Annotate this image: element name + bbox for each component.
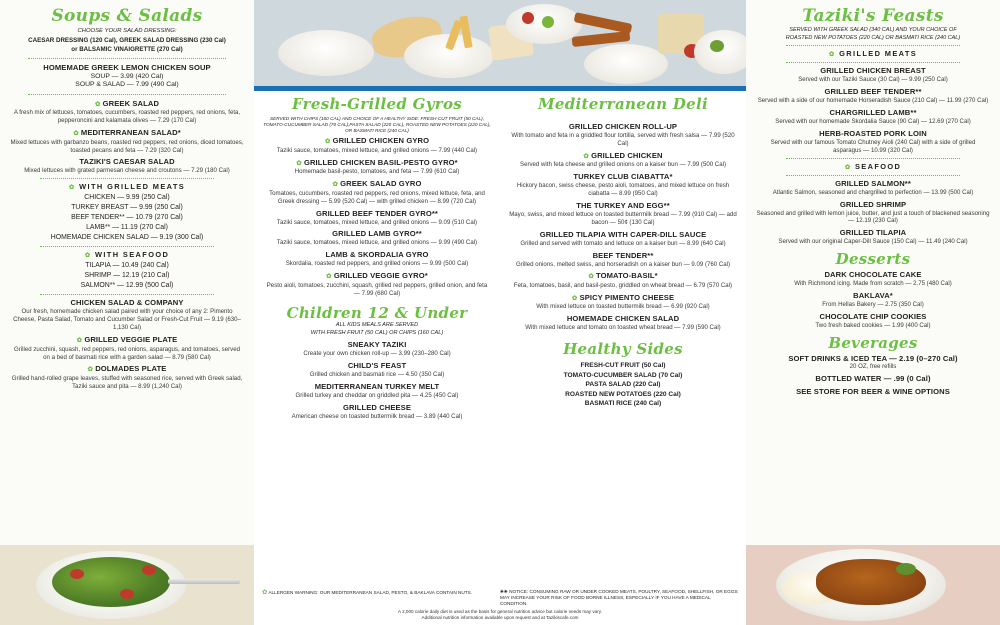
item-desc: Atlantic Salmon, seasoned and chargrilled to perfection — 13.99 (500 Cal): [772, 188, 974, 196]
dressing-instruction: CHOOSE YOUR SALAD DRESSING:: [77, 28, 177, 35]
nutrition-note-line1: A 2,000 calorie daily diet is used as the basis for general nutrition advice but calorie needs may vary.: [398, 608, 602, 614]
fork-shape: [168, 579, 240, 584]
salad-desc: A fresh mix of lettuces, tomatoes, cucumbers, roasted red peppers, red onions, feta, pepperoncini and kalamata olives — 7.29 (170 Cal): [13, 109, 241, 125]
leaf-icon: ✿: [296, 159, 302, 167]
item-name: GRILLED TILAPIA WITH CAPER-DILL SAUCE: [539, 229, 707, 239]
list-item: HOMEMADE CHICKEN SALAD — 9.19 (300 Cal): [50, 234, 204, 242]
list-item: [756, 228, 990, 246]
list-item: [756, 179, 990, 197]
item-name: LAMB & SKORDALIA GYRO: [325, 250, 429, 260]
list-item: [509, 151, 737, 169]
item-name: THE TURKEY AND EGG**: [576, 200, 670, 210]
item-desc: Served with feta cheese and grilled onions on a kaiser bun — 7.99 (500 Cal): [520, 161, 726, 169]
garnish-shape: [896, 563, 916, 575]
list-item: [263, 361, 491, 379]
item-desc: Grilled chicken and basmati rice — 4.50 (350 Cal): [309, 370, 445, 378]
list-item: [509, 293, 737, 311]
list-item: [756, 291, 990, 309]
list-item: [263, 250, 491, 268]
leaf-icon: ✿: [262, 589, 268, 596]
item-name: ✿ SPICY PIMENTO CHEESE: [571, 292, 675, 302]
item-name: GRILLED LAMB GYRO**: [332, 229, 422, 239]
item-name: BAKLAVA*: [853, 290, 893, 300]
divider: [786, 62, 960, 63]
soups-salads-title: Soups & Salads: [51, 6, 203, 26]
item-desc: 20 OZ, free refills: [849, 363, 897, 371]
list-item: [10, 128, 244, 154]
item-desc: Grilled and served with tomato and lettuce on a kaiser bun — 8.99 (640 Cal): [520, 239, 726, 247]
item-name: HOMEMADE CHICKEN SALAD: [566, 314, 680, 324]
item-name: GRILLED BEEF TENDER GYRO**: [315, 208, 438, 218]
list-item: SALMON** — 12.99 (500 Cal): [80, 282, 174, 290]
dressing-options-line2: or BALSAMIC VINAIGRETTE (270 Cal): [71, 45, 183, 53]
list-item: [509, 314, 737, 332]
kids-title: Children 12 & Under: [286, 303, 468, 322]
grilled-meats-header: ✿ WITH GRILLED MEATS: [68, 182, 186, 192]
list-item: [263, 403, 491, 421]
item-name: GRILLED SHRIMP: [839, 199, 907, 209]
leaf-icon: ✿: [94, 100, 101, 108]
list-item: ROASTED NEW POTATOES (220 Cal): [565, 390, 681, 398]
healthy-sides-list: [509, 361, 737, 409]
item-name: ✿ TOMATO-BASIL*: [588, 271, 658, 281]
soup-item: [10, 63, 244, 89]
divider: [786, 158, 960, 159]
item-name: ✿ GRILLED CHICKEN: [583, 150, 663, 160]
gyros-title: Fresh-Grilled Gyros: [291, 95, 463, 113]
item-name: ✿ GRILLED CHICKEN GYRO: [324, 136, 430, 146]
list-item: [263, 382, 491, 400]
seafood-header: ✿ WITH SEAFOOD: [84, 250, 170, 260]
seafood-price-list: [10, 261, 244, 291]
deli-column: [500, 95, 746, 424]
list-item: [263, 209, 491, 227]
item-desc: Served with our Taziki Sauce (30 Cal) — 9.99 (250 Cal): [798, 76, 948, 84]
salad-photo: [0, 545, 254, 625]
item-name: GRILLED TILAPIA: [839, 228, 907, 238]
item-desc: Taziki sauce, tomatoes, mixed lettuce, and grilled onions — 9.09 (510 Cal): [276, 218, 478, 226]
consumer-notice: ✳✳ NOTICE: CONSUMING RAW OR UNDER COOKED MEATS, POULTRY, SEAFOOD, SHELLFISH, OR EGGS MAY INCREASE YOUR RISK OF FOOD BORNE ILLNESS, ESPECIALLY IF YOU HAVE A MEDICAL CONDITION.: [500, 589, 738, 606]
kids-note-line2: WITH FRESH FRUIT (50 CAL) OR CHIPS (160 CAL): [310, 329, 444, 336]
mid-two-columns: [254, 91, 746, 424]
item-desc: Seasoned and grilled with lemon juice, butter, and just a touch of blackened seasoning — 12.19 (230 Cal): [756, 209, 990, 225]
bowl-shape: [694, 30, 746, 74]
list-item: FRESH-CUT FRUIT (50 Cal): [580, 361, 666, 369]
grilled-meats-header: ✿ GRILLED MEATS: [828, 49, 918, 59]
item-name: GRILLED CHEESE: [342, 402, 412, 412]
leaf-icon: ✿: [87, 366, 93, 374]
item-desc: Served with a side of our homemade Horseradish Sauce (210 Cal) — 11.99 (270 Cal): [757, 96, 989, 104]
list-item: [756, 200, 990, 226]
divider: [786, 45, 960, 46]
list-item: [756, 66, 990, 84]
deli-title: Mediterranean Deli: [538, 95, 708, 113]
list-item: [263, 229, 491, 247]
healthy-sides-title: Healthy Sides: [563, 340, 683, 359]
leaf-icon: ✿: [326, 273, 332, 281]
list-item: [756, 387, 990, 396]
soup-price-row2: SOUP & SALAD — 7.99 (490 Cal): [75, 81, 179, 89]
item-name: GRILLED SALMON**: [835, 178, 911, 188]
salad-desc: Mixed lettuces with garbanzo beans, roasted red peppers, red onions, diced tomatoes, toasted pecans and feta — 7.29 (320 Cal): [10, 138, 244, 154]
item-name: CHICKEN SALAD & COMPANY: [70, 298, 184, 308]
item-name: HERB-ROASTED PORK LOIN: [819, 128, 927, 138]
item-desc: With Richmond icing. Made from scratch — 2.75 (480 Cal): [794, 280, 952, 288]
list-item: TILAPIA — 10.49 (240 Cal): [85, 262, 169, 270]
feasts-title: Taziki's Feasts: [802, 6, 944, 26]
salad-name: ✿ GREEK SALAD: [94, 98, 160, 108]
item-desc: Taziki sauce, tomatoes, mixed lettuce, and grilled onions — 9.99 (490 Cal): [276, 239, 478, 247]
item-desc: With mixed lettuce and tomato on toasted wheat bread — 7.99 (590 Cal): [525, 324, 721, 332]
leaf-icon: ✿: [324, 138, 331, 146]
divider: [28, 58, 226, 59]
greens-shape: [710, 40, 724, 52]
entree-photo: [746, 545, 1000, 625]
allergen-note: ✿ ALLERGEN WARNING: OUR MEDITERRANEAN SALAD, PESTO, & BAKLAVA CONTAIN NUTS.: [262, 589, 473, 596]
leaf-icon: ✿: [828, 51, 836, 59]
item-desc: Two fresh baked cookies — 1.99 (400 Cal): [815, 321, 931, 329]
hero-food-photo: [254, 0, 746, 86]
item-name: BOTTLED WATER — .99 (0 Cal): [815, 374, 931, 384]
divider: [28, 94, 226, 95]
list-item: [756, 374, 990, 383]
list-item: [756, 108, 990, 126]
list-item: SHRIMP — 12.19 (210 Cal): [84, 272, 170, 280]
list-item: TOMATO-CUCUMBER SALAD (70 Cal): [563, 371, 683, 379]
leaf-icon: ✿: [571, 294, 578, 302]
list-item: [756, 129, 990, 155]
item-desc: Pesto aioli, tomatoes, zucchini, squash, grilled red peppers, grilled onion, and feta — 7.99 (680 Cal): [266, 281, 488, 297]
item-desc: Grilled hand-rolled grape leaves, stuffed with seasoned rice, served with Greek salad, Taziki sauce and pita — 8.99 (1,240 Cal): [11, 374, 243, 390]
soups-salads-column: [0, 0, 254, 625]
item-desc: Skordalia, roasted red peppers, and grilled onions — 9.99 (500 Cal): [285, 260, 469, 268]
item-desc: Grilled turkey and cheddar on griddled pita — 4.25 (450 Cal): [295, 391, 459, 399]
list-item: [10, 335, 244, 361]
list-item: PASTA SALAD (220 Cal): [585, 381, 661, 389]
nutrition-note-line2: Additional nutrition information available upon request and at Tazikiscafe.com: [421, 614, 579, 620]
list-item: [263, 179, 491, 205]
kids-note-line1: ALL KIDS MEALS ARE SERVED: [335, 322, 419, 329]
list-item: [10, 364, 244, 390]
item-name: ✿ GRILLED VEGGIE GYRO*: [326, 271, 428, 281]
leaf-icon: ✿: [76, 337, 83, 345]
tomato-shape: [70, 569, 84, 579]
item-name: SOFT DRINKS & ICED TEA — 2.19 (0–270 Cal): [788, 353, 958, 363]
list-item: TURKEY BREAST — 9.99 (250 Cal): [71, 204, 183, 212]
footer-notes: [254, 589, 746, 625]
list-item: BASMATI RICE (240 Cal): [584, 400, 662, 408]
meats-price-list: [10, 193, 244, 243]
tomato-shape: [522, 12, 534, 24]
item-desc: Served with our famous Tomato Chutney Aioli (240 Cal) with a side of grilled asparagus — 10.99 (320 Cal): [770, 138, 976, 154]
leaf-icon: ✿: [84, 252, 92, 260]
item-desc: Mayo, swiss, and mixed lettuce on toasted buttermilk bread — 7.99 (910 Cal) — add bacon — 50¢ (130 Cal): [509, 210, 737, 226]
list-item: [509, 122, 737, 148]
divider: [40, 294, 214, 295]
item-name: ✿ DOLMADES PLATE: [87, 364, 167, 374]
item-desc: Hickory bacon, swiss cheese, pesto aioli, tomatoes, and mixed lettuce on fresh ciabatta — 8.99 (950 Cal): [516, 181, 730, 197]
item-desc: Grilled onions, melted swiss, and horseradish on a kaiser bun — 9.09 (760 Cal): [515, 260, 731, 268]
desserts-title: Desserts: [835, 250, 911, 269]
pepper-shape: [542, 16, 554, 28]
list-item: [756, 354, 990, 372]
leaf-icon: ✿: [588, 273, 594, 281]
item-desc: Taziki sauce, tomatoes, mixed lettuce, and grilled onions — 7.99 (440 Cal): [276, 146, 478, 154]
list-item: [509, 172, 737, 198]
tomato-shape: [142, 565, 156, 575]
item-desc: Feta, tomatoes, basil, and basil-pesto, griddled on wheat bread — 6.79 (570 Cal): [513, 281, 733, 289]
list-item: [756, 270, 990, 288]
list-item: LAMB** — 11.19 (270 Cal): [86, 224, 168, 232]
list-item: [263, 136, 491, 154]
item-desc: Tomatoes, cucumbers, roasted red peppers, red onions, mixed lettuce, feta, and Greek dressing — 5.99 (520 Cal) — with grilled chicken — 8.99 (720 Cal): [269, 189, 485, 205]
salad-name: TAZIKI'S CAESAR SALAD: [79, 157, 175, 167]
item-name: ✿ GREEK SALAD GYRO: [332, 179, 422, 189]
feasts-column: [746, 0, 1000, 625]
list-item: [263, 340, 491, 358]
item-name: ✿ GRILLED VEGGIE PLATE: [76, 335, 178, 345]
item-desc: From Hellas Bakery — 2.75 (350 Cal): [822, 300, 924, 308]
item-desc: Served with our homemade Skordalia Sauce (90 Cal) — 12.69 (270 Cal): [775, 117, 971, 125]
main-column: [254, 0, 746, 625]
list-item: [10, 99, 244, 125]
item-name: CHARGRILLED LAMB**: [829, 107, 917, 117]
list-item: [10, 298, 244, 332]
feasts-note-line1: SERVED WITH GREEK SALAD (340 CAL) AND YOUR CHOICE OF: [789, 27, 957, 34]
salad-desc: Mixed lettuces with grated parmesan cheese and croutons — 7.29 (180 Cal): [24, 167, 230, 175]
list-item: [756, 312, 990, 330]
item-desc: Served with our original Caper-Dill Sauce (150 Cal) — 11.49 (240 Cal): [778, 238, 968, 246]
list-item: [756, 87, 990, 105]
item-name: GRILLED BEEF TENDER**: [824, 87, 922, 96]
tomato-shape: [120, 589, 134, 599]
item-desc: Grilled zucchini, squash, red peppers, red onions, asparagus, and tomatoes, served on a bed of basmati rice with a garden salad — 8.79 (580 Cal): [14, 345, 240, 361]
leaf-icon: ✿: [332, 181, 338, 189]
bowl-shape: [278, 30, 374, 76]
gyros-column: [254, 95, 500, 424]
seafood-header: ✿ SEAFOOD: [844, 161, 902, 171]
item-name: MEDITERRANEAN TURKEY MELT: [314, 381, 440, 391]
leaf-icon: ✿: [844, 163, 852, 171]
greens-shape: [52, 557, 170, 607]
feasts-note-line2: ROASTED NEW POTATOES (220 CAL) OR BASMATI RICE (240 CAL): [785, 34, 961, 41]
leaf-icon: ✿: [73, 130, 79, 138]
divider: [40, 178, 214, 179]
asterisk-marker: ✳✳: [500, 589, 508, 594]
item-name: CHILD'S FEAST: [347, 360, 407, 370]
soup-price-row1: SOUP — 3.99 (420 Cal): [90, 72, 164, 80]
leaf-icon: ✿: [68, 184, 76, 192]
gyros-served-with: SERVED WITH CHIPS (160 CAL) AND CHOICE OF A HEALTHY SIDE: FRESH-CUT FRUIT (50 CAL), TOMATO-CUCUMBER SALAD (70 CAL),PASTA SALAD (220 CAL), ROASTED NEW POTATOES (220 CAL), OR BASMATI RICE (240 CAL): [263, 115, 491, 133]
list-item: [509, 230, 737, 248]
item-desc: With tomato and feta in a griddled flour tortilla, served with fresh salsa — 7.99 (520 Cal): [511, 131, 735, 147]
item-name: DARK CHOCOLATE CAKE: [824, 270, 922, 280]
item-name: SEE STORE FOR BEER & WINE OPTIONS: [796, 386, 950, 396]
item-desc: Create your own chicken roll-up — 3.99 (230–280 Cal): [303, 349, 451, 357]
item-name: ✿ GRILLED CHICKEN BASIL-PESTO GYRO*: [296, 157, 458, 167]
item-name: CHOCOLATE CHIP COOKIES: [819, 311, 927, 321]
divider: [40, 246, 214, 247]
item-desc: With mixed lettuce on toasted buttermilk bread — 6.99 (920 Cal): [536, 303, 710, 311]
leaf-icon: ✿: [583, 152, 589, 160]
divider: [786, 175, 960, 176]
item-name: SNEAKY TAZIKI: [347, 339, 407, 349]
item-name: BEEF TENDER**: [592, 250, 654, 260]
item-desc: Homemade basil-pesto, tomatoes, and feta — 7.99 (610 Cal): [294, 168, 460, 176]
salad-name: ✿ MEDITERRANEAN SALAD*: [73, 128, 181, 138]
list-item: [509, 201, 737, 227]
list-item: [10, 157, 244, 175]
item-desc: American cheese on toasted buttermilk bread — 3.89 (440 Cal): [291, 412, 463, 420]
list-item: [263, 271, 491, 297]
list-item: [509, 251, 737, 269]
item-name: TURKEY CLUB CIABATTA*: [573, 172, 673, 181]
list-item: CHICKEN — 9.99 (250 Cal): [84, 194, 170, 202]
list-item: [263, 158, 491, 176]
beverages-title: Beverages: [828, 333, 918, 352]
item-name: GRILLED CHICKEN ROLL-UP: [568, 121, 678, 131]
list-item: BEEF TENDER** — 10.79 (270 Cal): [71, 214, 183, 222]
bowl-shape: [584, 44, 668, 84]
item-name: GRILLED CHICKEN BREAST: [820, 66, 926, 76]
list-item: [509, 271, 737, 289]
item-desc: Our fresh, homemade chicken salad paired with your choice of any 2: Pimento Cheese, Pasta Salad, Tomato and Cucumber Salad or Fresh-Cut Fruit — 9.19 (630–1,130 Cal): [13, 308, 241, 332]
dressing-options-line1: CAESAR DRESSING (120 Cal), GREEK SALAD DRESSING (230 Cal): [28, 36, 226, 44]
soup-name: HOMEMADE GREEK LEMON CHICKEN SOUP: [43, 63, 211, 73]
